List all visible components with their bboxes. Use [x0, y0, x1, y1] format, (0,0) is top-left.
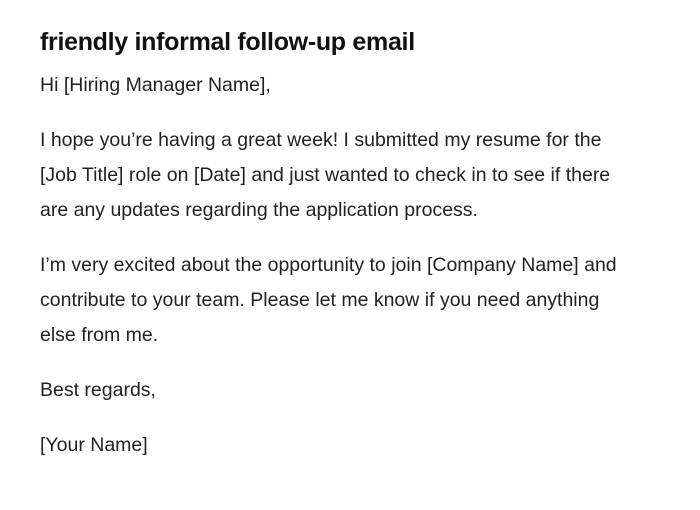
body-paragraph-2: I’m very excited about the opportunity to join [Company Name] and contribute to your team. Please let me know if you need anything else from me. [40, 254, 617, 346]
document-title: friendly informal follow-up email [40, 28, 415, 56]
closing-line: Best regards, [40, 379, 156, 401]
signature-line: [Your Name] [40, 434, 148, 456]
greeting-line: Hi [Hiring Manager Name], [40, 74, 271, 96]
body-paragraph-1: I hope you’re having a great week! I submitted my resume for the [Job Title] role on [Date] and just wanted to check in to see if there are any updates regarding the application process. [40, 129, 611, 221]
